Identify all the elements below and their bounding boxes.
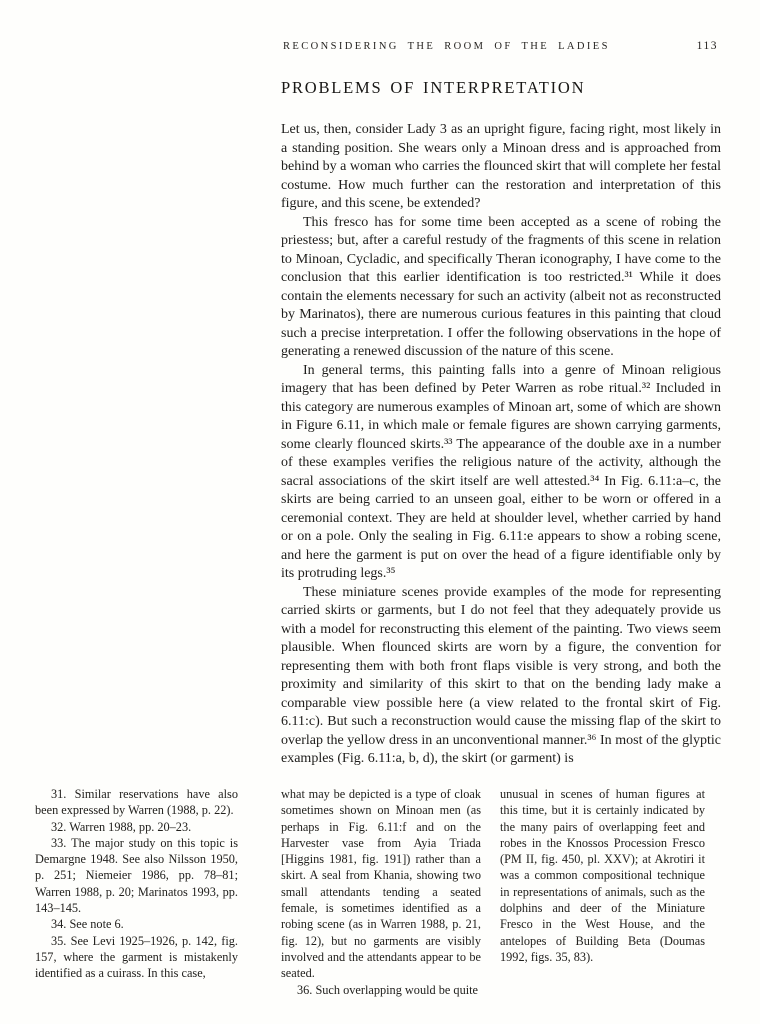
footnote-column-1	[35, 786, 238, 998]
footnote: what may be depicted is a type of cloak sometimes shown on Minoan men (as perhaps in Fig. 6.11:f and on the Harvester vase from Ayia Triada [Higgins 1981, fig. 191]) rather than a skirt. A seal from Khania, showing two small attendants tending a seated female, is sometimes identified as a robing scene (as in Warren 1988, p. 21, fig. 12), but no garments are visibly involved and the attendants appear to be seated.	[281, 787, 481, 981]
body-paragraph: This fresco has for some time been accepted as a scene of robing the priestess; but, after a careful restudy of the fragments of this scene in relation to Minoan, Cycladic, and specifically Theran iconography, I have come to the conclusion that this earlier identification is too restricted.³¹ While it does contain the elements necessary for such an activity (albeit not as reconstructed by Marinatos), there are numerous curious features in this painting that cloud such a precise interpretation. I offer the following observations in the hope of generating a renewed discussion of the nature of this scene.	[281, 214, 721, 359]
footnote: 35. See Levi 1925–1926, p. 142, fig. 157, where the garment is mistakenly identified as a cuirass. In this case,	[35, 933, 238, 981]
footnote-column-2	[281, 786, 481, 998]
footnote: 34. See note 6.	[51, 917, 124, 932]
section-title: PROBLEMS OF INTERPRETATION	[281, 78, 586, 97]
page-header	[283, 40, 718, 52]
page-number: 113	[696, 40, 718, 52]
footnote-column-3	[500, 786, 705, 998]
footnotes-section	[35, 786, 705, 998]
main-text-block	[281, 78, 721, 769]
footnote: unusual in scenes of human figures at this time, but it is certainly indicated by the many pairs of overlapping feet and robes in the Knossos Procession Fresco (PM II, fig. 450, pl. XXV); at Akrotiri it was a common compositional technique in representations of animals, such as the dolphins and deer of the Miniature Fresco in the West House, and the antelopes of Building Beta (Doumas 1992, figs. 35, 83).	[500, 787, 705, 964]
body-paragraph: These miniature scenes provide examples of the mode for representing carried skirts or garments, but I do not feel that they adequately provide us with a model for reconstructing this element of the painting. Two views seem plausible. When flounced skirts are worn by a figure, the convention for representing them with both front flaps visible is very strong, and both the proximity and similarity of this skirt to that on the bending lady make a comparable view possible here (a view related to the frontal skirt of Fig. 6.11:c). But such a reconstruction would cause the missing flap of the skirt to overlap the yellow dress in an unconventional manner.³⁶ In most of the glyptic examples (Fig. 6.11:a, b, d), the skirt (or garment) is	[281, 584, 721, 766]
body-paragraph: In general terms, this painting falls into a genre of Minoan religious imagery that has been defined by Peter Warren as robe ritual.³² Included in this category are numerous examples of Minoan art, some of which are shown in Figure 6.11, in which male or female figures are shown carrying garments, some clearly flounced skirts.³³ The appearance of the double axe in a number of these examples verifies the religious nature of the activity, although the sacral associations of the skirt itself are well attested.³⁴ In Fig. 6.11:a–c, the skirts are being carried to an unseen goal, either to be worn or offered in a ceremonial context. They are held at shoulder level, whether carried by hand or on a pole. Only the sealing in Fig. 6.11:e appears to show a robing scene, and here the garment is put on over the head of a figure identifiable only by its protruding legs.³⁵	[281, 362, 721, 581]
footnote: 32. Warren 1988, pp. 20–23.	[51, 819, 192, 834]
footnote: 33. The major study on this topic is Demargne 1948. See also Nilsson 1950, p. 251; Niemeier 1986, pp. 78–81; Warren 1988, p. 20; Marinatos 1993, pp. 143–145.	[35, 835, 238, 916]
footnote: 31. Similar reservations have also been expressed by Warren (1988, p. 22).	[35, 787, 238, 818]
footnote: 36. Such overlapping would be quite	[297, 982, 479, 997]
body-paragraphs	[281, 121, 721, 769]
body-paragraph: Let us, then, consider Lady 3 as an upright figure, facing right, most likely in a standing position. She wears only a Minoan dress and is approached from behind by a woman who carries the flounced skirt that will complete her festal costume. How much further can the restoration and interpretation of this figure, and this scene, be extended?	[281, 122, 721, 211]
running-head: RECONSIDERING THE ROOM OF THE LADIES	[283, 41, 610, 52]
